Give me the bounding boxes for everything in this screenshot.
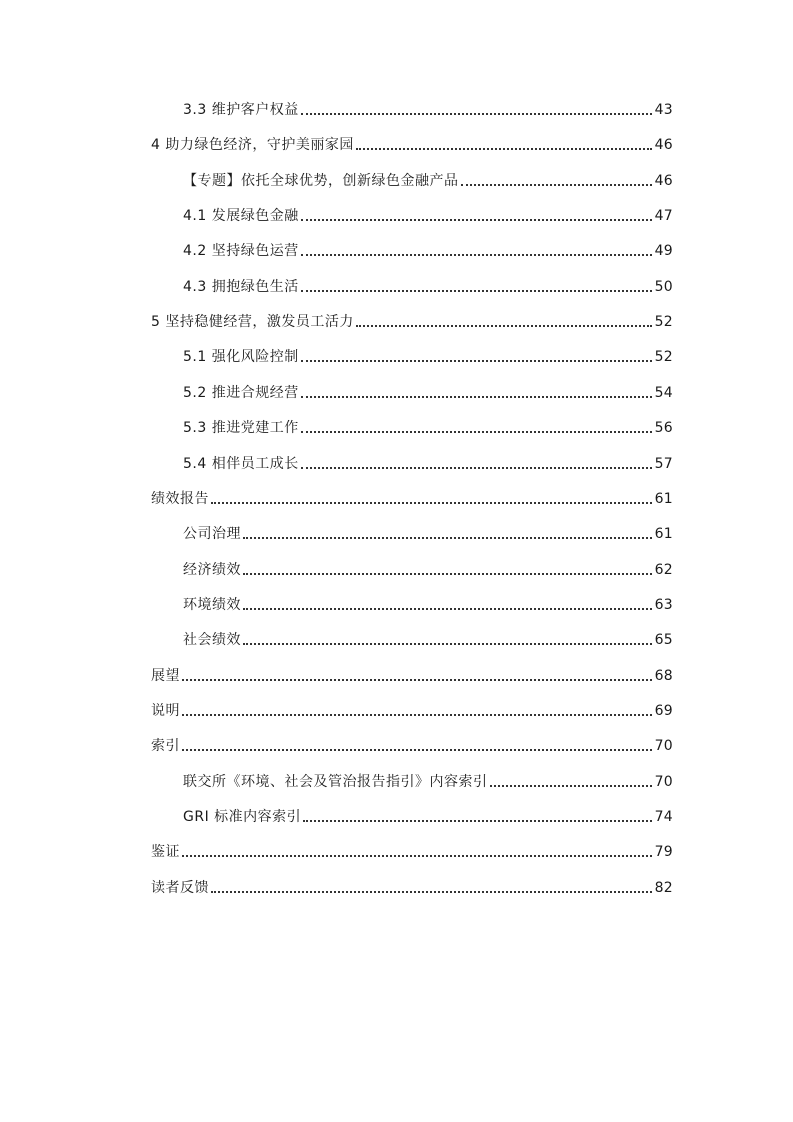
- toc-entry-page-number: 63: [654, 596, 673, 613]
- toc-entry-title: 5.1 强化风险控制: [183, 349, 299, 366]
- toc-entry-title: 联交所《环境、社会及管治报告指引》内容索引: [183, 773, 488, 790]
- dot-leader: [182, 749, 652, 751]
- dot-leader: [490, 785, 652, 787]
- toc-entry-page-number: 74: [654, 809, 673, 825]
- toc-entry-page-number: 46: [654, 172, 673, 189]
- toc-entry[interactable]: [183, 520, 673, 544]
- toc-entry-title: GRI 标准内容索引: [183, 809, 302, 825]
- toc-entry[interactable]: [183, 379, 673, 403]
- toc-entry[interactable]: [183, 202, 673, 226]
- toc-entry[interactable]: [151, 838, 673, 862]
- toc-entry-page-number: 57: [654, 455, 673, 472]
- dot-leader: [301, 290, 652, 292]
- dot-leader: [301, 360, 652, 362]
- dot-leader: [303, 820, 651, 822]
- toc-entry-page-number: 46: [654, 137, 673, 154]
- toc-entry[interactable]: [151, 697, 673, 721]
- toc-entry-title: 说明: [151, 702, 180, 719]
- dot-leader: [182, 855, 652, 857]
- dot-leader: [182, 714, 652, 716]
- toc-entry[interactable]: [151, 732, 673, 756]
- toc-entry[interactable]: [183, 768, 673, 792]
- toc-entry-title: 环境绩效: [183, 596, 241, 613]
- dot-leader: [211, 891, 652, 893]
- toc-entry-page-number: 52: [654, 349, 673, 366]
- toc-entry-page-number: 79: [654, 844, 673, 861]
- toc-entry-title: 社会绩效: [183, 632, 241, 649]
- toc-entry-page-number: 56: [654, 420, 673, 437]
- toc-entry[interactable]: [183, 556, 673, 580]
- toc-entry[interactable]: [151, 485, 673, 509]
- toc-entry[interactable]: [183, 237, 673, 261]
- dot-leader: [301, 396, 652, 398]
- toc-entry-title: 鉴证: [151, 844, 180, 861]
- dot-leader: [243, 537, 652, 539]
- toc-entry-page-number: 52: [654, 314, 673, 331]
- toc-entry[interactable]: [183, 450, 673, 474]
- toc-entry-title: 4 助力绿色经济，守护美丽家园: [151, 137, 354, 154]
- dot-leader: [182, 679, 652, 681]
- toc-entry-page-number: 54: [654, 384, 673, 401]
- toc-entry-page-number: 50: [654, 278, 673, 295]
- toc-entry-page-number: 62: [654, 561, 673, 578]
- toc-entry-title: 5 坚持稳健经营，激发员工活力: [151, 314, 354, 331]
- dot-leader: [356, 148, 652, 150]
- toc-entry-title: 经济绩效: [183, 561, 241, 578]
- toc-entry-page-number: 43: [654, 102, 673, 118]
- toc-entry-title: 4.3 拥抱绿色生活: [183, 278, 299, 295]
- toc-entry-title: 5.2 推进合规经营: [183, 384, 299, 401]
- dot-leader: [356, 325, 652, 327]
- toc-entry[interactable]: [183, 96, 673, 120]
- toc-entry[interactable]: [183, 803, 673, 827]
- toc-entry-title: 索引: [151, 738, 180, 755]
- toc-entry-page-number: 61: [654, 526, 673, 543]
- dot-leader: [243, 573, 652, 575]
- toc-entry-page-number: 65: [654, 632, 673, 649]
- toc-entry-title: 3.3 维护客户权益: [183, 102, 299, 118]
- toc-entry[interactable]: [183, 167, 673, 191]
- dot-leader: [301, 431, 652, 433]
- dot-leader: [461, 184, 652, 186]
- toc-entry-page-number: 82: [654, 879, 673, 896]
- dot-leader: [301, 254, 652, 256]
- dot-leader: [301, 467, 652, 469]
- toc-entry-title: 4.2 坚持绿色运营: [183, 243, 299, 260]
- toc-entry[interactable]: [151, 308, 673, 332]
- toc-entry-title: 绩效报告: [151, 490, 209, 507]
- toc-entry-title: 读者反馈: [151, 879, 209, 896]
- toc-entry-page-number: 49: [654, 243, 673, 260]
- dot-leader: [301, 113, 652, 115]
- toc-entry[interactable]: [183, 626, 673, 650]
- toc-entry[interactable]: [183, 273, 673, 297]
- toc-entry-page-number: 69: [654, 702, 673, 719]
- dot-leader: [243, 643, 652, 645]
- toc-entry-page-number: 70: [654, 738, 673, 755]
- toc-entry-title: 【专题】依托全球优势，创新绿色金融产品: [183, 172, 459, 189]
- dot-leader: [243, 608, 652, 610]
- toc-entry-title: 5.3 推进党建工作: [183, 420, 299, 437]
- toc-entry[interactable]: [151, 662, 673, 686]
- toc-entry[interactable]: [183, 591, 673, 615]
- toc-entry-title: 展望: [151, 667, 180, 684]
- toc-entry[interactable]: [151, 874, 673, 898]
- toc-entry[interactable]: [183, 414, 673, 438]
- toc-entry-page-number: 47: [654, 208, 673, 225]
- toc-entry-page-number: 68: [654, 667, 673, 684]
- toc-entry-title: 5.4 相伴员工成长: [183, 455, 299, 472]
- toc-entry-page-number: 61: [654, 490, 673, 507]
- dot-leader: [211, 502, 652, 504]
- toc-entry-page-number: 70: [654, 773, 673, 790]
- toc-entry-title: 4.1 发展绿色金融: [183, 208, 299, 225]
- toc-entry[interactable]: [183, 343, 673, 367]
- toc-entry-title: 公司治理: [183, 526, 241, 543]
- dot-leader: [301, 219, 652, 221]
- toc-entry[interactable]: [151, 131, 673, 155]
